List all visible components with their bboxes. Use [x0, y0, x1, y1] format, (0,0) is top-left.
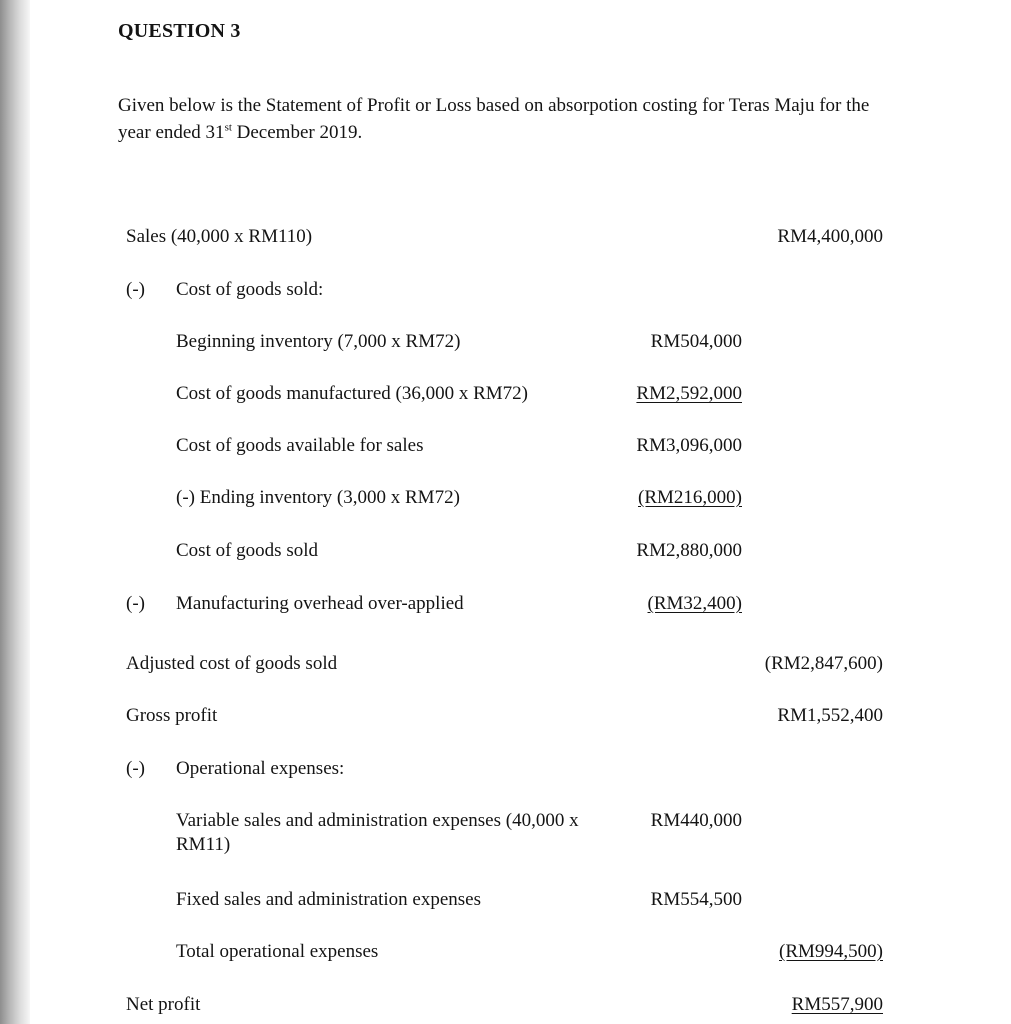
ending-inventory-label: (-) Ending inventory (3,000 x RM72) — [176, 487, 460, 508]
net-profit-label: Net profit — [126, 994, 201, 1015]
variable-expenses-value: RM440,000 — [650, 810, 742, 831]
cogm-label: Cost of goods manufactured (36,000 x RM72) — [176, 383, 528, 404]
intro-text: Given below is the Statement of Profit or Loss based on absorpotion costing for Teras Maju for the year ended 31 — [118, 95, 870, 143]
intro-text-end: December 2019. — [231, 122, 363, 143]
beginning-inventory-label: Beginning inventory (7,000 x RM72) — [176, 331, 461, 352]
available-value: RM3,096,000 — [636, 435, 742, 456]
adjusted-cogs-value: (RM2,847,600) — [764, 653, 883, 674]
cogs-heading: Cost of goods sold: — [176, 279, 324, 300]
fixed-expenses-label: Fixed sales and administration expenses — [176, 889, 481, 910]
available-label: Cost of goods available for sales — [176, 435, 424, 456]
adjusted-cogs-label: Adjusted cost of goods sold — [126, 653, 338, 674]
question-intro — [118, 92, 898, 146]
opex-minus-marker: (-) — [126, 758, 145, 779]
question-title: QUESTION 3 — [118, 20, 241, 42]
cogs-label: Cost of goods sold — [176, 540, 318, 561]
overhead-value: (RM32,400) — [647, 593, 742, 614]
overhead-label: Manufacturing overhead over-applied — [176, 593, 464, 614]
sales-value: RM4,400,000 — [777, 226, 883, 247]
beginning-inventory-value: RM504,000 — [650, 331, 742, 352]
intro-superscript: st — [224, 121, 232, 134]
gross-profit-label: Gross profit — [126, 705, 218, 726]
ending-inventory-value: (RM216,000) — [638, 487, 742, 508]
cogs-value: RM2,880,000 — [636, 540, 742, 561]
overhead-minus-marker: (-) — [126, 593, 145, 614]
net-profit-value: RM557,900 — [791, 994, 883, 1015]
total-opex-value: (RM994,500) — [779, 941, 883, 962]
cogm-value: RM2,592,000 — [636, 383, 742, 404]
opex-heading: Operational expenses: — [176, 758, 345, 779]
fixed-expenses-value: RM554,500 — [650, 889, 742, 910]
sales-label: Sales (40,000 x RM110) — [126, 226, 313, 247]
total-opex-label: Total operational expenses — [176, 941, 379, 962]
gross-profit-value: RM1,552,400 — [777, 705, 883, 726]
variable-expenses-label: Variable sales and administration expenses (40,000 x RM11) — [176, 810, 579, 855]
cogs-minus-marker: (-) — [126, 279, 145, 300]
page-edge-shadow — [0, 0, 30, 1024]
